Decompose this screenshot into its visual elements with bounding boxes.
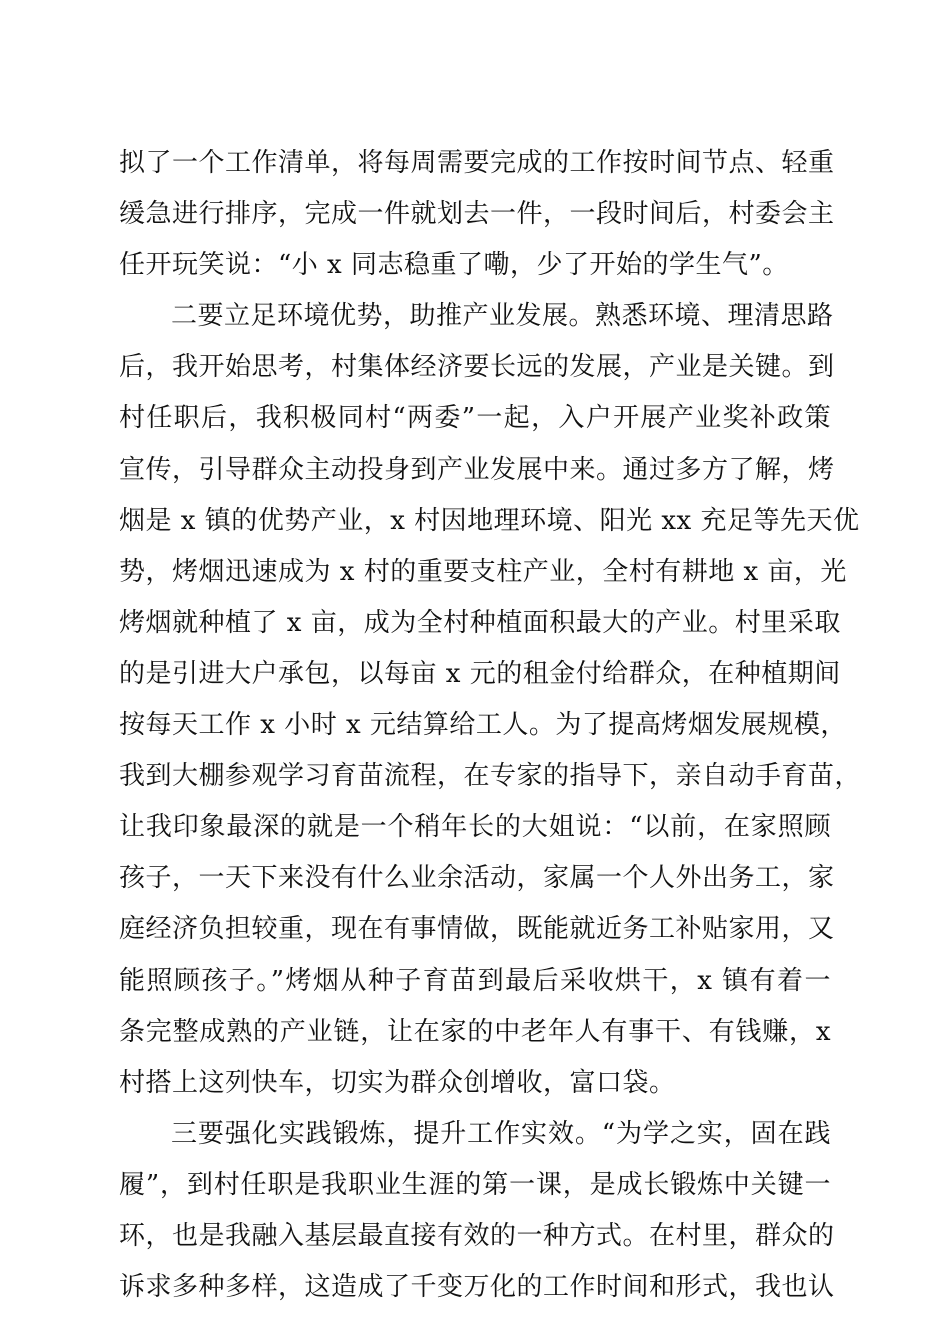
text-line: 缓急进行排序，完成一件就划去一件，一段时间后，村委会主	[119, 199, 835, 230]
text-line: 势，烤烟迅速成为 x 村的重要支柱产业，全村有耕地 x 亩，光	[119, 556, 847, 587]
paragraph-heading-line: 二要立足环境优势，助推产业发展。熟悉环境、理清思路	[171, 301, 834, 332]
text-line: 我到大棚参观学习育苗流程，在专家的指导下，亲自动手育苗，	[119, 761, 862, 792]
text-line: 能照顾孩子。”烤烟从种子育苗到最后采收烘干，x 镇有着一	[119, 965, 831, 996]
text-line: 按每天工作 x 小时 x 元结算给工人。为了提高烤烟发展规模，	[119, 710, 847, 741]
text-line: 后，我开始思考，村集体经济要长远的发展，产业是关键。到	[119, 352, 835, 383]
text-line: 的是引进大户承包，以每亩 x 元的租金付给群众，在种植期间	[119, 658, 841, 689]
text-line: 烤烟就种植了 x 亩，成为全村种植面积最大的产业。村里采取	[119, 607, 841, 638]
text-line: 拟了一个工作清单，将每周需要完成的工作按时间节点、轻重	[119, 148, 835, 178]
text-line: 村任职后，我积极同村“两委”一起，入户开展产业奖补政策	[119, 403, 831, 434]
text-line: 孩子，一天下来没有什么业余活动，家属一个人外出务工，家	[119, 863, 835, 894]
text-line: 条完整成熟的产业链，让在家的中老年人有事干、有钱赚，x	[119, 1016, 831, 1047]
text-line: 村搭上这列快车，切实为群众创增收，富口袋。	[119, 1067, 676, 1098]
text-line: 履”，到村任职是我职业生涯的第一课，是成长锻炼中关键一	[119, 1169, 831, 1200]
text-line: 让我印象最深的就是一个稍年长的大姐说：“以前，在家照顾	[119, 812, 831, 843]
text-line: 庭经济负担较重，现在有事情做，既能就近务工补贴家用，又	[119, 914, 835, 945]
body-text	[119, 138, 862, 1313]
paragraph-heading-line: 三要强化实践锻炼，提升工作实效。“为学之实，固在践	[171, 1118, 831, 1149]
text-line: 宣传，引导群众主动投身到产业发展中来。通过多方了解，烤	[119, 454, 835, 485]
text-line: 环，也是我融入基层最直接有效的一种方式。在村里，群众的	[119, 1220, 835, 1251]
text-line: 诉求多种多样，这造成了千变万化的工作时间和形式，我也认	[119, 1272, 835, 1303]
text-line: 任开玩笑说：“小 x 同志稳重了嘞，少了开始的学生气”。	[119, 250, 789, 281]
text-line: 烟是 x 镇的优势产业，x 村因地理环境、阳光 xx 充足等先天优	[119, 505, 860, 536]
